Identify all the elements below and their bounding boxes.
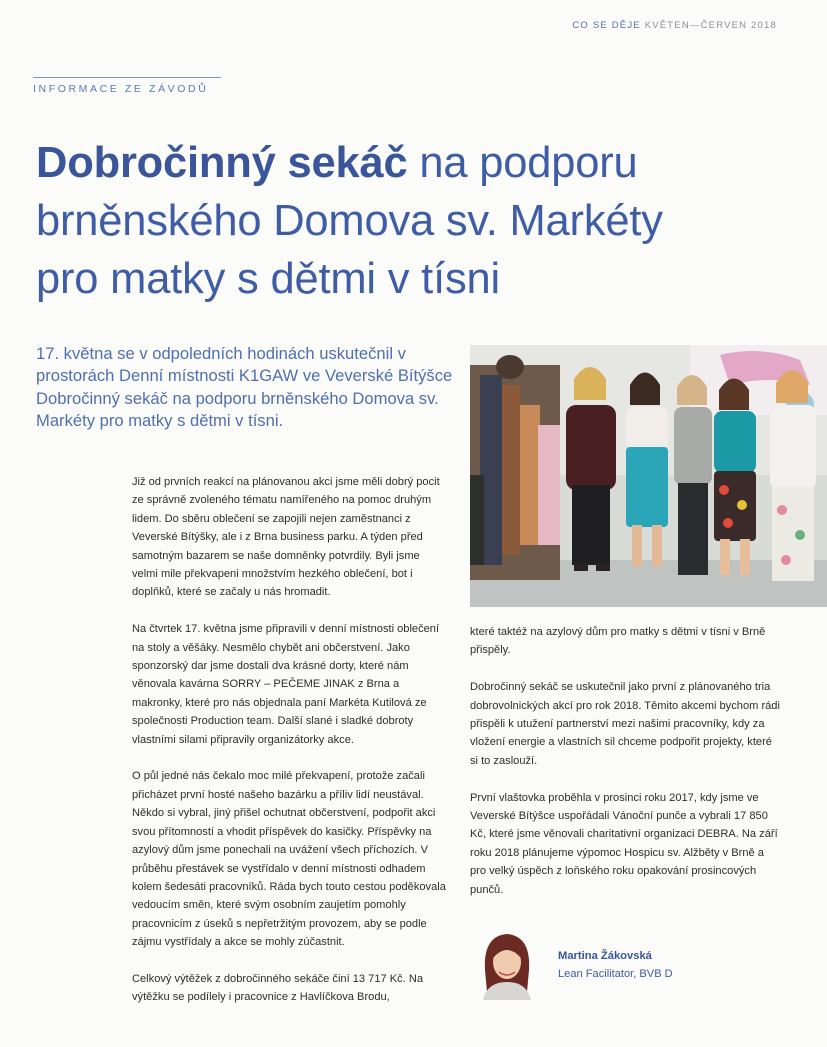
body-paragraph: Celkový výtěžek z dobročinného sekáče činí 13 717 Kč. Na výtěžku se podílely i pracovnice z Havlíčkova Brodu,: [132, 972, 424, 1004]
title-bold: Dobročinný sekáč: [36, 139, 408, 187]
article-lead: 17. května se v odpoledních hodinách uskutečnil v prostorách Denní místnosti K1GAW ve Veverské Bítýšce Dobročinný sekáč na podporu brněnského Domova sv. Markéty pro matky s dětmi v tísni.: [36, 344, 453, 431]
section-label: INFORMACE ZE ZÁVODŮ: [33, 83, 209, 95]
magazine-name: CO SE DĚJE: [572, 20, 641, 31]
author-name: Martina Žákovská: [558, 950, 652, 962]
author-role: Lean Facilitator, BVB D: [558, 968, 673, 980]
body-paragraph: O půl jedné nás čekalo moc milé překvapení, protože začali přicházet první hosté našeho bazárku a příliv lidí neustával. Někdo si vybral, jiný přišel ochutnat občerstvení, podpořit akci svou přítomností a vhodit příspěvek do kasičky. Příspěvky na azylový dům jsme ponechali na uvážení všech příchozích. V průběhu přestávek se vystřídalo v denní místnosti odhadem kolem šedesáti pracovníků. Ráda bych touto cestou poděkovala vedoucím směn, které svým osobním zaujetím pomohly pracovnicím z úseků s nepřetržitým provozem, aby se podle zájmu vystřídaly a akce se mohly zúčastnit.: [132, 770, 446, 949]
event-photo: [470, 345, 827, 607]
article-title: [36, 134, 816, 308]
article-body-left: [132, 473, 448, 1025]
body-paragraph: Již od prvních reakcí na plánovanou akci jsme měli dobrý pocit ze správně zvoleného tématu namířeného na pomoc druhým lidem. Do sběru oblečení se zapojili nejen zaměstnanci z Veverské Bítýšky, ale i z Brna business parku. A týden před samotným bazarem se naše domněnky potvrdily. Byli jsme velmi mile překvapeni množstvím hezkého oblečení, bot i doplňků, které se začaly u nás hromadit.: [132, 476, 440, 599]
title-rest-line1: na podporu: [407, 139, 638, 187]
issue-date: KVĚTEN—ČERVEN 2018: [644, 20, 777, 31]
body-paragraph: Na čtvrtek 17. května jsme připravili v denní místnosti oblečení na stoly a věšáky. Nesmělo chybět ani občerstvení. Jako sponzorský dar jsme dostali dva krásné dorty, které nám věnovala kavárna SORRY – PEČEME JINAK z Brna a makronky, které pro nás objednala paní Markéta Kutilová ze společnosti Production team. Další slané i sladké dobroty vlastními silami připravily organizátorky akce.: [132, 623, 440, 746]
section-divider: [33, 77, 221, 78]
body-paragraph: Dobročinný sekáč se uskutečnil jako první z plánovaného tria dobrovolnických akcí pro rok 2018. Těmito akcemi bychom rádi přispěli k utužení partnerství mezi našimi pracovníky, kdy za vložení energie a vlastních sil chceme podpořit projekty, které si to zaslouží.: [470, 681, 780, 767]
body-paragraph: které taktéž na azylový dům pro matky s dětmi v tísni v Brně přispěly.: [470, 626, 766, 657]
author-avatar: [477, 930, 537, 1000]
running-header: [572, 20, 777, 31]
title-line2: brněnského Domova sv. Markéty: [36, 197, 663, 245]
title-line3: pro matky s dětmi v tísni: [36, 255, 500, 303]
body-paragraph: První vlaštovka proběhla v prosinci roku 2017, kdy jsme ve Veverské Bítýšce uspořádali Vánoční punče a vybrali 17 850 Kč, které jsme věnovali charitativní organizaci DEBRA. Na září roku 2018 plánujeme výpomoc Hospicu sv. Alžběty v Brně a pro velký úspěch z loňského roku opakování prosincových punčů.: [470, 791, 778, 896]
article-body-right: [470, 623, 780, 917]
